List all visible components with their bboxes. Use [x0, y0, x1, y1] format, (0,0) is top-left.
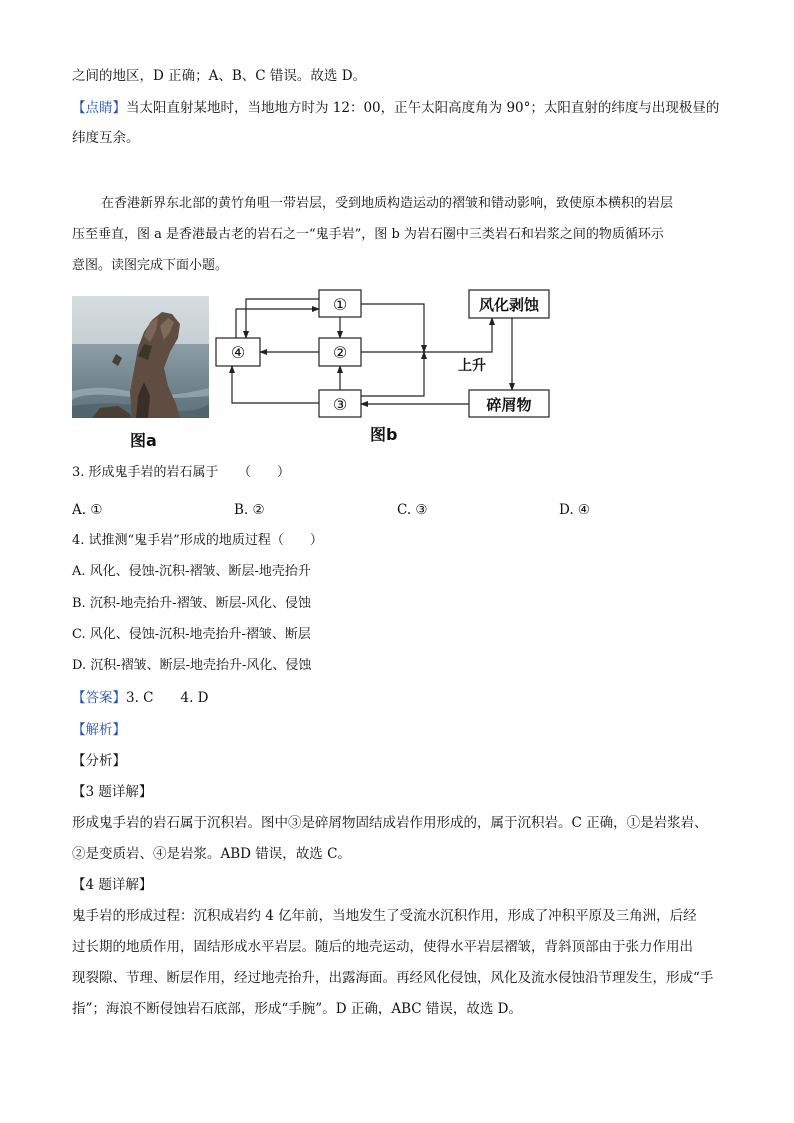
q3-option-a: A. ① — [72, 502, 103, 518]
q3-detail-line-2: ②是变质岩、④是岩浆。ABD 错误，故选 C。 — [72, 846, 351, 862]
tip-label: 【点睛】 — [72, 100, 126, 116]
box-1-label: ① — [332, 295, 348, 314]
box-3-label: ③ — [332, 395, 348, 414]
q3-option-d: D. ④ — [559, 502, 591, 518]
jiexi-label: 【解析】 — [72, 722, 126, 738]
uplift-label: 上升 — [458, 358, 486, 374]
box-2-label: ② — [332, 343, 348, 362]
tip-line-2: 纬度互余。 — [72, 130, 140, 146]
debris-label: 碎屑物 — [486, 396, 532, 414]
passage-line-3: 意图。读图完成下面小题。 — [72, 258, 229, 273]
q3-detail-line-1: 形成鬼手岩的岩石属于沉积岩。图中③是碎屑物固结成岩作用形成的，属于沉积岩。C 正确，①是岩浆岩、 — [72, 815, 708, 831]
tip-line-1 — [72, 98, 719, 118]
rock-cycle-diagram — [212, 286, 557, 421]
fenxi-label: 【分析】 — [72, 753, 126, 769]
q3-option-c: C. ③ — [397, 502, 428, 518]
arrow-3-to-4 — [232, 366, 319, 403]
weathering-label: 风化剥蚀 — [478, 296, 540, 314]
arrow-1-to-right — [361, 304, 424, 352]
q3-detail-title: 【3 题详解】 — [72, 784, 153, 800]
q3-stem: 3. 形成鬼手岩的岩石属于 （ ） — [72, 465, 291, 480]
q4-detail-line-2: 过长期的地质作用，固结形成水平岩层。随后的地壳运动，使得水平岩层褶皱，背斜顶部由于张力作用出 — [72, 939, 693, 955]
figure-b-label: 图b — [370, 425, 398, 444]
arrow-1-to-4 — [246, 299, 319, 338]
passage-line-1: 在香港新界东北部的黄竹角咀一带岩层，受到地质构造运动的褶皱和错动影响，致使原本横积的岩层 — [101, 196, 674, 211]
figure-a-label: 图a — [130, 431, 157, 450]
q4-detail-title: 【4 题详解】 — [72, 877, 153, 893]
answer-line — [72, 688, 209, 708]
q4-stem: 4. 试推测“鬼手岩”形成的地质过程（ ） — [72, 533, 323, 548]
q4-detail-line-3: 现裂隙、节理、断层作用，经过地壳抬升，出露海面。再经风化侵蚀，风化及流水侵蚀沿节理发生，形成“手 — [72, 970, 714, 986]
answer-label: 【答案】 — [72, 690, 126, 706]
intro-line-1: 之间的地区，D 正确；A、B、C 错误。故选 D。 — [72, 68, 367, 84]
passage-line-2: 压至垂直，图 a 是香港最古老的岩石之一“鬼手岩”，图 b 为岩石圈中三类岩石和岩浆之间的物质循环示 — [72, 227, 664, 242]
q4-detail-line-4: 指”；海浪不断侵蚀岩石底部，形成“手腕”。D 正确，ABC 错误，故选 D。 — [72, 1001, 522, 1017]
q4-option-b: B. 沉积-地壳抬升-褶皱、断层-风化、侵蚀 — [72, 596, 311, 611]
figure-a-photo — [72, 296, 209, 418]
box-4-label: ④ — [230, 343, 246, 362]
tip-text-1: 当太阳直射某地时，当地地方时为 12：00，正午太阳高度角为 90°；太阳直射的纬度与出现极昼的 — [126, 100, 720, 116]
arrow-4-to-1 — [236, 309, 319, 338]
q3-option-b: B. ② — [234, 502, 265, 518]
arrow-3-to-right — [361, 352, 424, 396]
ghost-hand-rock-image — [72, 296, 209, 418]
q4-option-c: C. 风化、侵蚀-沉积-地壳抬升-褶皱、断层 — [72, 627, 311, 642]
q4-option-d: D. 沉积-褶皱、断层-地壳抬升-风化、侵蚀 — [72, 658, 312, 673]
q4-detail-line-1: 鬼手岩的形成过程：沉积成岩约 4 亿年前，当地发生了受流水沉积作用，形成了冲积平原及三角洲，后经 — [72, 908, 697, 924]
answer-text: 3. C 4. D — [126, 690, 209, 706]
arrow-uplift — [361, 318, 492, 352]
q4-option-a: A. 风化、侵蚀-沉积-褶皱、断层-地壳抬升 — [72, 564, 311, 579]
